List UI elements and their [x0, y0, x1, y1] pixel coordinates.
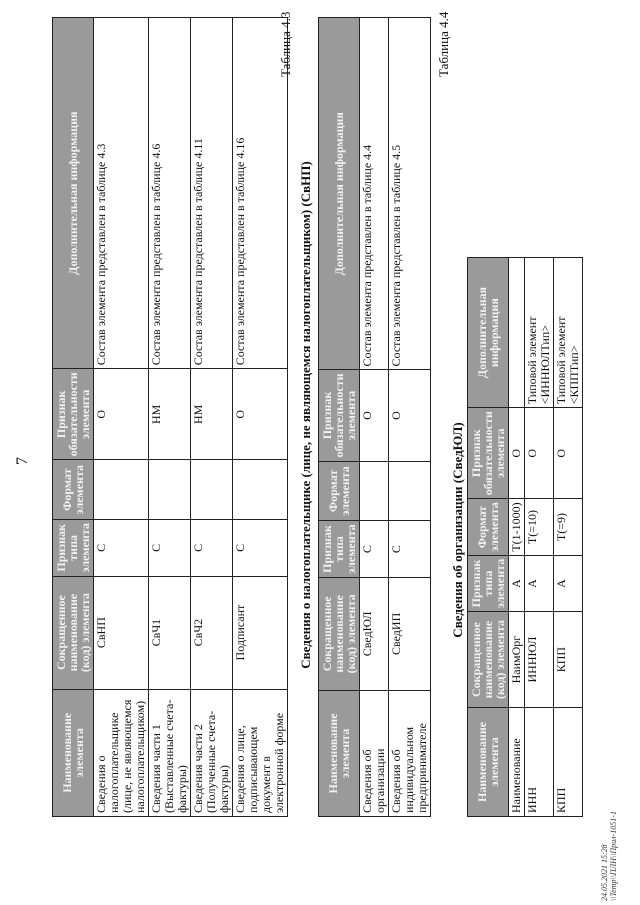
- table-cell: А: [509, 555, 525, 611]
- table-cell: Типовой элемент <КППТип>: [554, 258, 583, 408]
- table-cell: Сведения о налогоплательщике (лице, не являющемся налогоплательщиком): [94, 689, 149, 816]
- column-header: Наименование элемента: [53, 689, 94, 816]
- table-cell: ИННЮЛ: [525, 612, 554, 708]
- column-header: Сокращенное наименование (код) элемента: [319, 577, 360, 690]
- table-cell: О: [94, 369, 149, 460]
- table-4-4: [467, 257, 583, 817]
- column-header: Формат элемента: [53, 460, 94, 520]
- document-footer: [600, 811, 618, 901]
- table-cell: [233, 460, 288, 520]
- table-cell: Типовой элемент <ИННЮЛТип>: [525, 258, 554, 408]
- column-header: Признак типа элемента: [319, 521, 360, 577]
- table-cell: [191, 460, 233, 520]
- footer-date: 24.05.2021 15:28: [600, 844, 609, 901]
- table-cell: Состав элемента представлен в таблице 4.6: [149, 18, 191, 369]
- table-cell: О: [360, 370, 389, 461]
- table-cell: С: [149, 520, 191, 576]
- table-cell: [149, 460, 191, 520]
- table-cell: Наименование: [509, 707, 525, 816]
- table-cell: КПП: [554, 707, 583, 816]
- table-cell: [509, 258, 525, 408]
- table-cell: [94, 460, 149, 520]
- table-cell: Сведения части 2 (Полученные счета-фактуры): [191, 689, 233, 816]
- table-cell: СведЮЛ: [360, 577, 389, 690]
- table-cell: Сведения о лице, подписывающем документ в электронной форме: [233, 689, 288, 816]
- table-cell: О: [525, 408, 554, 499]
- table-cell: [360, 461, 389, 521]
- table-header-row: [53, 18, 94, 817]
- table-cell: С: [94, 520, 149, 576]
- table-cell: СвЧ2: [191, 576, 233, 689]
- column-header: Сокращенное наименование (код) элемента: [468, 612, 509, 708]
- table-4-4-title: Сведения об организации (СведЮЛ): [450, 422, 465, 638]
- table-cell: КПП: [554, 612, 583, 708]
- table-row: [554, 258, 583, 817]
- table-cell: Состав элемента представлен в таблице 4.3: [94, 18, 149, 369]
- table-header-row: [319, 18, 360, 817]
- table-cell: Сведения об индивидуальном предпринимателе: [389, 690, 431, 816]
- table-cell: С: [389, 521, 431, 577]
- table-cell: Состав элемента представлен в таблице 4.4: [360, 18, 389, 370]
- column-header: Признак обязательности элемента: [319, 370, 360, 461]
- column-header: Дополнительная информация: [468, 258, 509, 408]
- table-cell: Сведения об организации: [360, 690, 389, 816]
- table-row: [360, 18, 389, 817]
- column-header: Наименование элемента: [319, 690, 360, 816]
- table-cell: А: [554, 555, 583, 611]
- table-cell: СведИП: [389, 577, 431, 690]
- table-cell: О: [389, 370, 431, 461]
- table-cell: T(=10): [525, 499, 554, 555]
- table-cell: О: [509, 408, 525, 499]
- table-cell: О: [233, 369, 288, 460]
- table-cell: Подписант: [233, 576, 288, 689]
- table-row: [94, 18, 149, 817]
- column-header: Формат элемента: [319, 461, 360, 521]
- table-cell: Сведения части 1 (Выставленные счета-фактуры): [149, 689, 191, 816]
- table-cell: НМ: [191, 369, 233, 460]
- table-4-3: [318, 17, 431, 817]
- table-cell: Состав элемента представлен в таблице 4.16: [233, 18, 288, 369]
- table-cell: T(1-1000): [509, 499, 525, 555]
- table-cell: ИНН: [525, 707, 554, 816]
- table-4-3-title: Сведения о налогоплательщике (лице, не являющемся налогоплательщиком) (СвНП): [298, 161, 313, 669]
- table-header-row: [468, 258, 509, 817]
- table-4-4-label: Таблица 4.4: [436, 11, 451, 77]
- column-header: Сокращенное наименование (код) элемента: [53, 576, 94, 689]
- table-row: [525, 258, 554, 817]
- page-number: 7: [14, 457, 31, 465]
- table-cell: НаимОрг: [509, 612, 525, 708]
- table-cell: С: [191, 520, 233, 576]
- table-4-3-label: Таблица 4.3: [278, 11, 293, 77]
- table-row: [389, 18, 431, 817]
- table-cell: С: [233, 520, 288, 576]
- table-cell: Состав элемента представлен в таблице 4.11: [191, 18, 233, 369]
- column-header: Формат элемента: [468, 499, 509, 555]
- table-cell: С: [360, 521, 389, 577]
- footer-path: \\Temp\\ПЛН\\Прил-1051-1: [609, 811, 618, 901]
- column-header: Признак обязательности элемента: [468, 408, 509, 499]
- table-cell: T(=9): [554, 499, 583, 555]
- table-cell: А: [525, 555, 554, 611]
- column-header: Признак типа элемента: [53, 520, 94, 576]
- column-header: Наименование элемента: [468, 707, 509, 816]
- table-cell: СвНП: [94, 576, 149, 689]
- table-cell: СвЧ1: [149, 576, 191, 689]
- table-cell: НМ: [149, 369, 191, 460]
- column-header: Признак обязательности элемента: [53, 369, 94, 460]
- column-header: Дополнительная информация: [319, 18, 360, 370]
- table-cell: Состав элемента представлен в таблице 4.5: [389, 18, 431, 370]
- table-row: [149, 18, 191, 817]
- table-row: [191, 18, 233, 817]
- table-4-2: [52, 17, 288, 817]
- table-row: [233, 18, 288, 817]
- table-cell: [389, 461, 431, 521]
- column-header: Дополнительная информация: [53, 18, 94, 369]
- column-header: Признак типа элемента: [468, 555, 509, 611]
- table-cell: О: [554, 408, 583, 499]
- table-row: [509, 258, 525, 817]
